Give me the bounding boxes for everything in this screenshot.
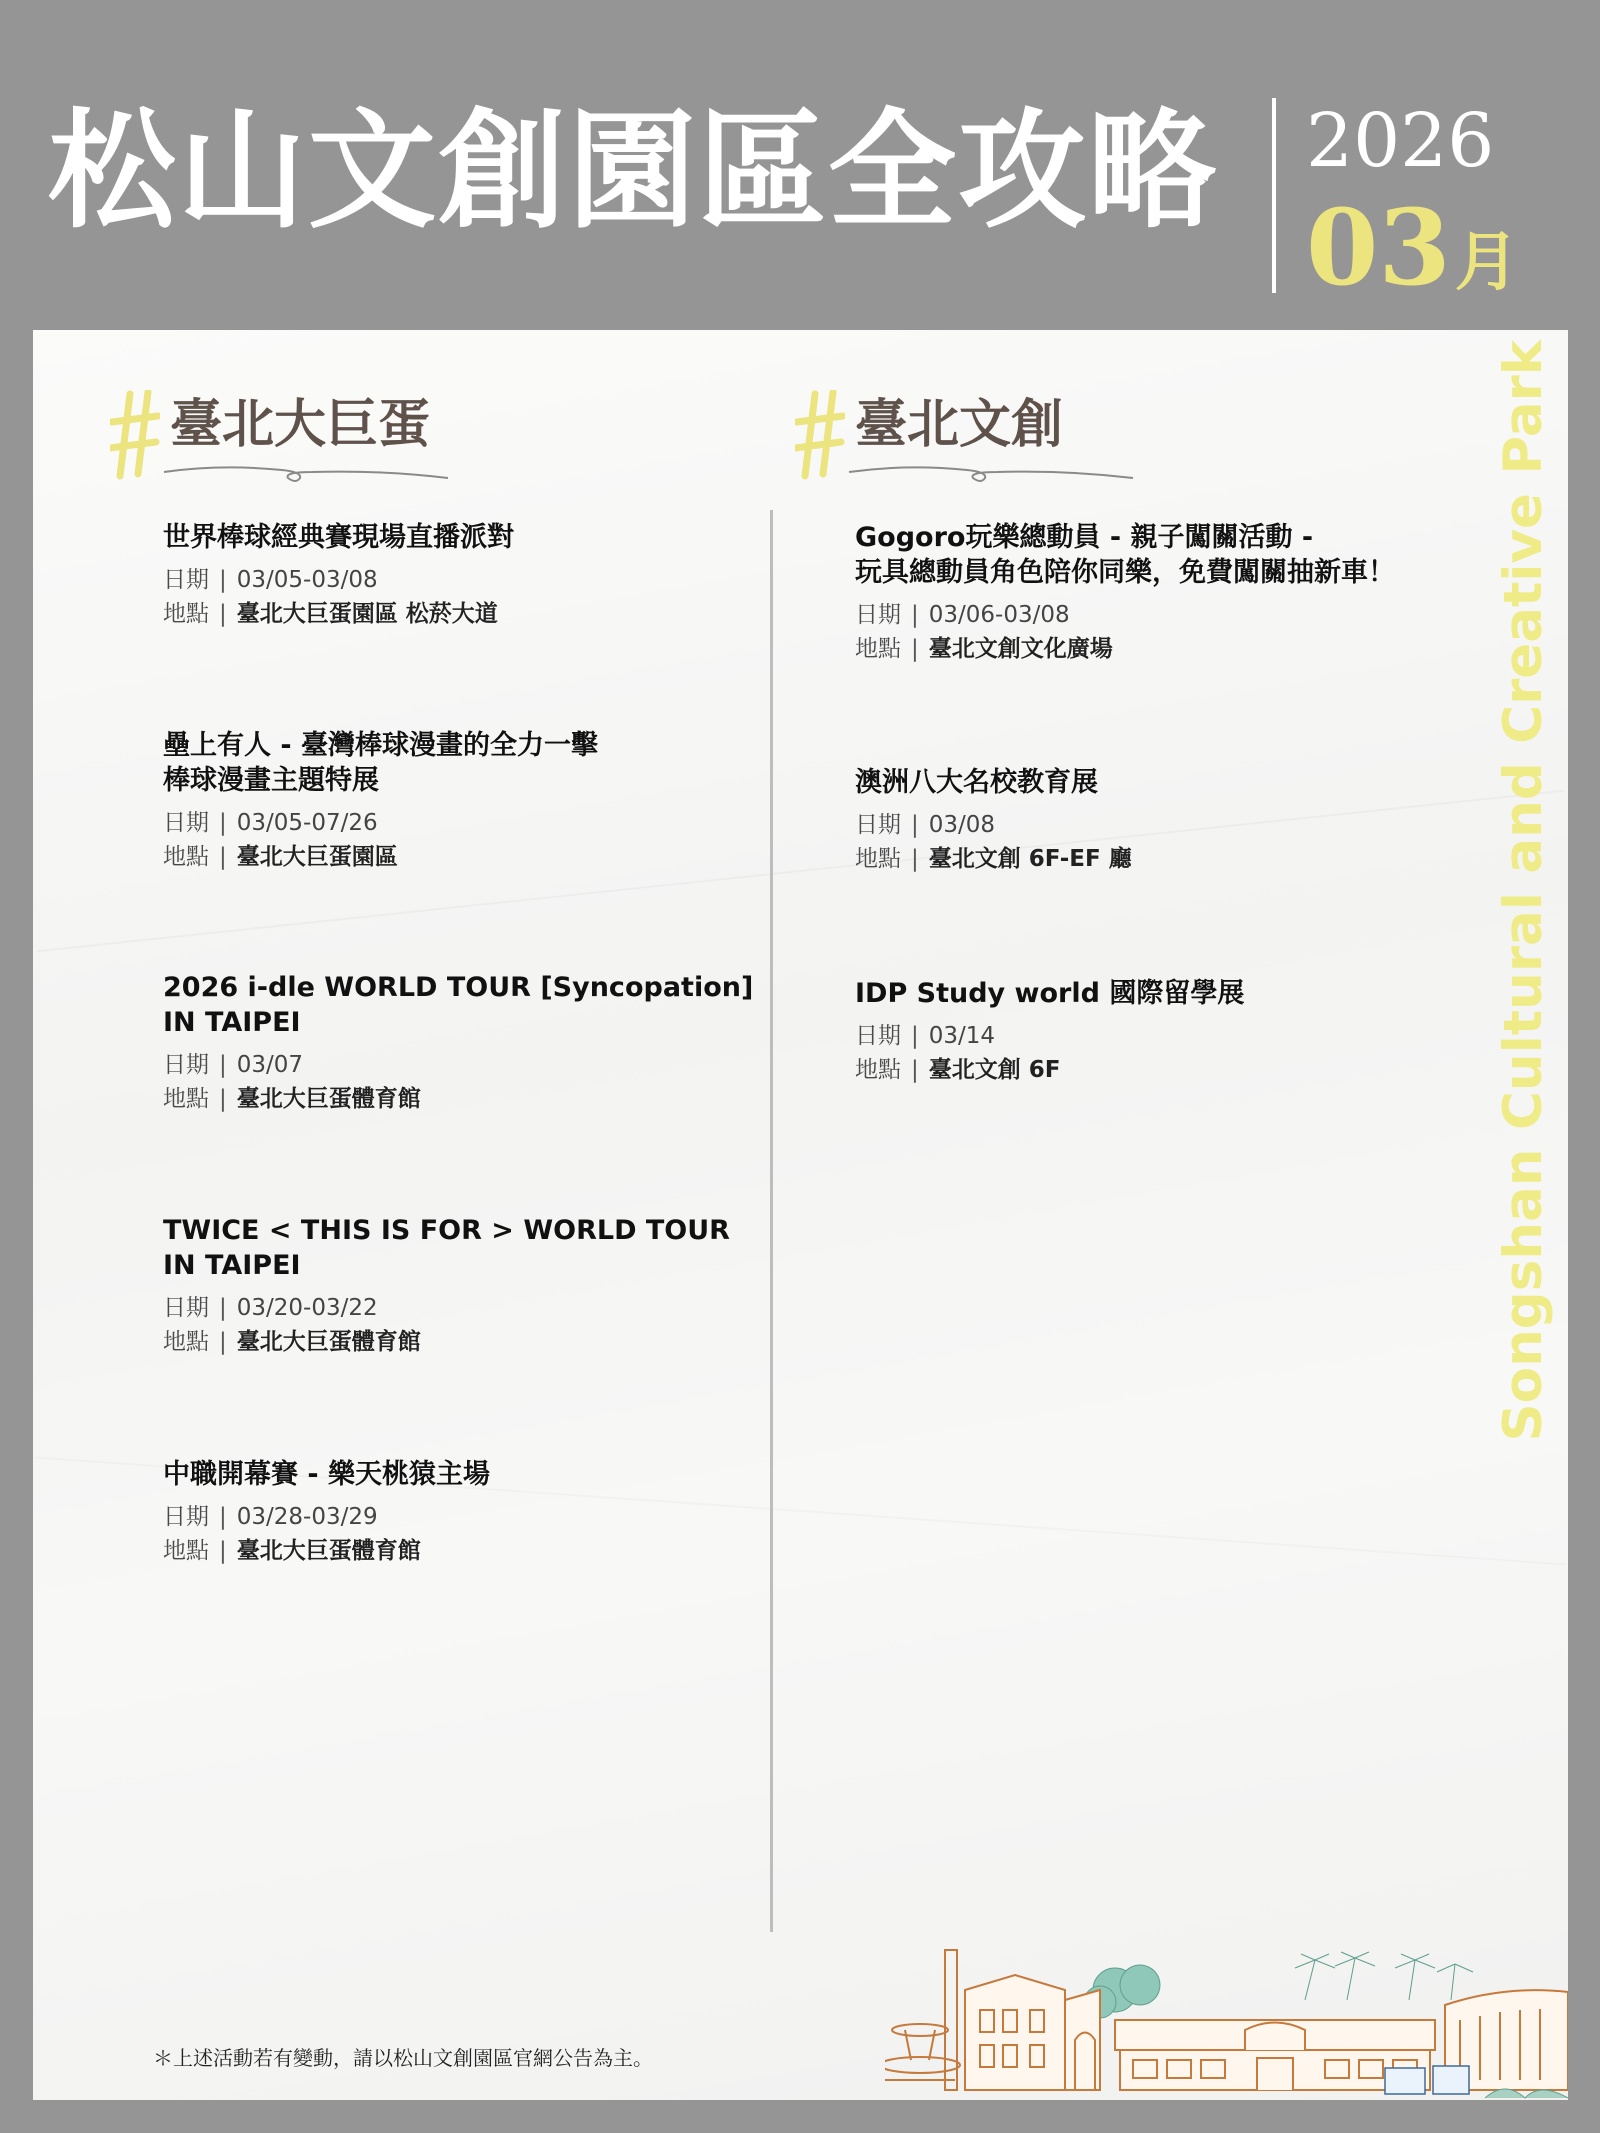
event-item: [855, 765, 1132, 876]
hashtag-icon: [795, 390, 845, 480]
event-item: [855, 976, 1244, 1087]
event-title: 玩具總動員角色陪你同樂，免費闖關抽新車！: [855, 557, 1395, 588]
header-divider: [1272, 98, 1276, 293]
event-title: 壘上有人 - 臺灣棒球漫畫的全力一擊: [163, 730, 599, 761]
event-item: [855, 520, 1395, 666]
event-title: 中職開幕賽 - 樂天桃猿主場: [163, 1459, 491, 1490]
side-vertical-text: Songshan Cultural and Creative Park: [1493, 340, 1554, 1442]
month-unit: 月: [1454, 226, 1519, 300]
section-title: 臺北文創: [855, 394, 1064, 455]
event-place: 地點 | 臺北大巨蛋園區 松菸大道: [163, 601, 498, 627]
event-date: 日期 | 03/05-07/26: [163, 810, 378, 836]
event-title: Gogoro玩樂總動員 - 親子闖關活動 -: [855, 522, 1314, 553]
event-title: 澳洲八大名校教育展: [855, 767, 1098, 798]
year: 2026: [1306, 98, 1495, 184]
event-place: 地點 | 臺北文創文化廣場: [855, 636, 1113, 662]
event-item: [163, 1457, 490, 1568]
event-place: 地點 | 臺北大巨蛋體育館: [163, 1086, 421, 1112]
hashtag-icon: [110, 390, 160, 480]
event-item: [163, 520, 514, 631]
section-heading-dome: [110, 390, 470, 490]
swirl-underline-icon: [847, 460, 1137, 490]
event-place: 地點 | 臺北文創 6F-EF 廳: [855, 846, 1132, 872]
park-buildings-illustration: [885, 1930, 1568, 2100]
month: [1306, 186, 1519, 309]
footnote: ＊上述活動若有變動，請以松山文創園區官網公告為主。: [153, 2046, 653, 2070]
event-date: 日期 | 03/05-03/08: [163, 567, 378, 593]
page-title: 松山文創園區全攻略: [48, 97, 1219, 246]
event-title: TWICE < THIS IS FOR > WORLD TOUR: [163, 1215, 730, 1246]
swirl-underline-icon: [162, 460, 452, 490]
event-title: IN TAIPEI: [163, 1007, 301, 1038]
event-place: 地點 | 臺北文創 6F: [855, 1057, 1061, 1083]
event-date: 日期 | 03/28-03/29: [163, 1504, 378, 1530]
event-title: IDP Study world 國際留學展: [855, 978, 1245, 1009]
event-item: [163, 970, 753, 1116]
event-date: 日期 | 03/08: [855, 812, 996, 838]
section-heading-cultural: [795, 390, 1155, 490]
event-item: [163, 1213, 730, 1359]
event-date: 日期 | 03/07: [163, 1052, 304, 1078]
event-title: 世界棒球經典賽現場直播派對: [163, 522, 514, 553]
event-place: 地點 | 臺北大巨蛋體育館: [163, 1329, 421, 1355]
month-number: 03: [1306, 186, 1451, 309]
section-title: 臺北大巨蛋: [170, 394, 431, 455]
event-date: 日期 | 03/20-03/22: [163, 1295, 378, 1321]
column-divider: [770, 510, 773, 1932]
event-place: 地點 | 臺北大巨蛋園區: [163, 844, 398, 870]
event-item: [163, 728, 598, 874]
event-date: 日期 | 03/14: [855, 1023, 996, 1049]
event-title: IN TAIPEI: [163, 1250, 301, 1281]
event-title: 2026 i-dle WORLD TOUR [Syncopation]: [163, 972, 754, 1003]
event-title: 棒球漫畫主題特展: [163, 765, 379, 796]
header: [0, 0, 1600, 330]
event-place: 地點 | 臺北大巨蛋體育館: [163, 1538, 421, 1564]
event-date: 日期 | 03/06-03/08: [855, 602, 1070, 628]
